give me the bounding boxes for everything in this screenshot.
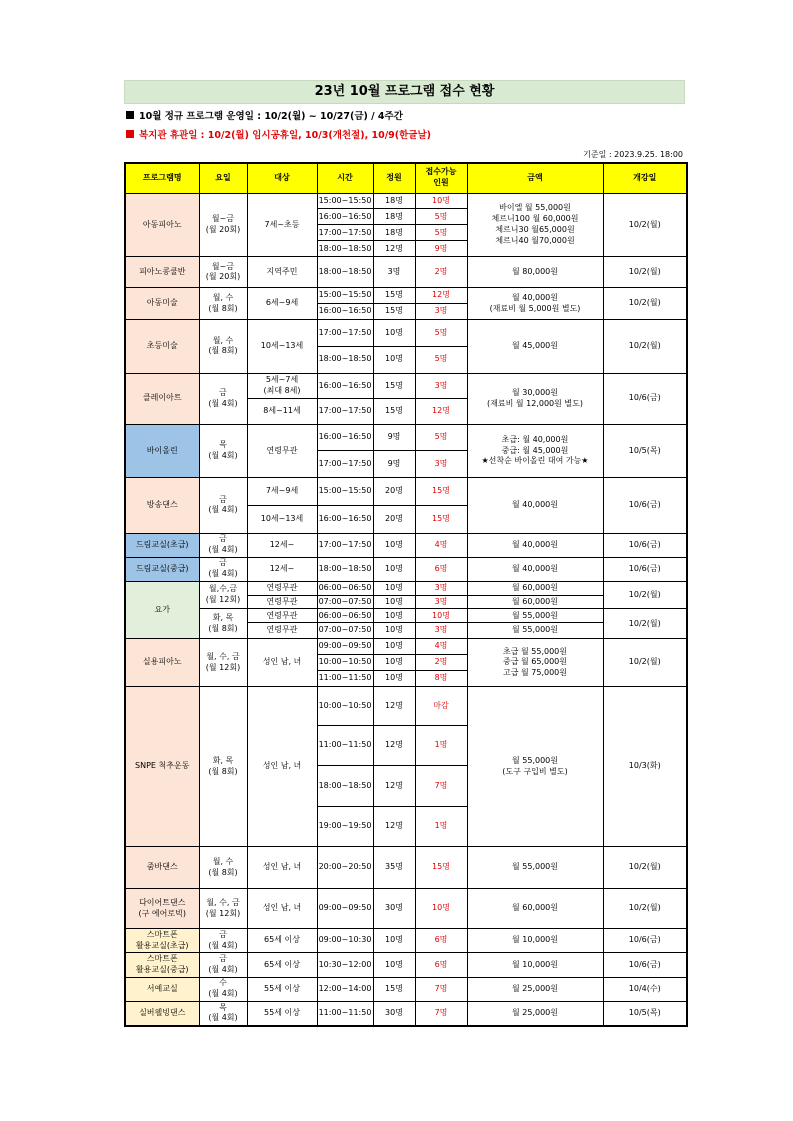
table-row <box>125 1001 687 1026</box>
program-capacity: 12명 <box>373 241 415 257</box>
program-target: 65세 이상 <box>247 929 317 953</box>
program-target: 5세~7세 (최대 8세) <box>247 373 317 399</box>
base-date: 기준일 : 2023.9.25. 18:00 <box>583 150 683 159</box>
program-name: 요가 <box>125 581 199 639</box>
program-price: 월 40,000원 (재료비 월 5,000원 별도) <box>467 288 603 320</box>
page-title: 23년 10월 프로그램 접수 현황 <box>124 80 685 104</box>
program-time: 16:00~16:50 <box>317 209 373 225</box>
program-name: 실버웰빙댄스 <box>125 1001 199 1026</box>
program-start-date: 10/2(월) <box>603 888 687 929</box>
program-name: 드림교실(중급) <box>125 557 199 581</box>
program-name: 줌바댄스 <box>125 847 199 889</box>
program-target: 연령무관 <box>247 595 317 609</box>
program-target: 연령무관 <box>247 623 317 639</box>
closure-note <box>126 127 431 141</box>
program-time: 17:00~17:50 <box>317 451 373 478</box>
program-time: 17:00~17:50 <box>317 320 373 347</box>
program-days: 금 (월 4회) <box>199 557 247 581</box>
program-time: 07:00~07:50 <box>317 623 373 639</box>
program-price: 바이엘 월 55,000원 체르니100 월 60,000원 체르니30 월65,000원 체르니40 월70,000원 <box>467 193 603 257</box>
program-capacity: 10명 <box>373 557 415 581</box>
program-available: 7명 <box>415 766 467 807</box>
program-time: 18:00~18:50 <box>317 557 373 581</box>
program-time: 06:00~06:50 <box>317 581 373 595</box>
col-days: 요일 <box>199 163 247 193</box>
program-time: 11:00~11:50 <box>317 725 373 766</box>
program-start-date: 10/6(금) <box>603 478 687 533</box>
program-price: 월 55,000원 <box>467 847 603 889</box>
program-capacity: 10명 <box>373 533 415 557</box>
program-capacity: 10명 <box>373 581 415 595</box>
program-capacity: 10명 <box>373 346 415 373</box>
program-days: 금 (월 4회) <box>199 533 247 557</box>
program-name: 스마트폰 활용교실(중급) <box>125 953 199 977</box>
program-capacity: 12명 <box>373 766 415 807</box>
program-target: 성인 남, 녀 <box>247 687 317 847</box>
program-start-date: 10/3(화) <box>603 687 687 847</box>
program-available: 6명 <box>415 557 467 581</box>
program-capacity: 15명 <box>373 977 415 1001</box>
program-days: 월, 수 (월 8회) <box>199 320 247 373</box>
program-available: 15명 <box>415 478 467 506</box>
program-time: 06:00~06:50 <box>317 609 373 623</box>
program-time: 11:00~11:50 <box>317 671 373 687</box>
program-target: 10세~13세 <box>247 505 317 533</box>
program-price: 월 55,000원 (도구 구입비 별도) <box>467 687 603 847</box>
program-available: 6명 <box>415 953 467 977</box>
program-available: 1명 <box>415 725 467 766</box>
operation-note <box>126 108 403 122</box>
program-days: 월, 수 (월 8회) <box>199 847 247 889</box>
program-available: 9명 <box>415 241 467 257</box>
table-row <box>125 888 687 929</box>
col-price: 금액 <box>467 163 603 193</box>
program-target: 10세~13세 <box>247 320 317 373</box>
program-days: 목 (월 4회) <box>199 1001 247 1026</box>
program-available: 12명 <box>415 399 467 425</box>
table-row <box>125 639 687 655</box>
program-start-date: 10/5(목) <box>603 424 687 477</box>
program-time: 19:00~19:50 <box>317 806 373 847</box>
program-price: 월 60,000원 <box>467 595 603 609</box>
program-capacity: 15명 <box>373 399 415 425</box>
program-start-date: 10/2(월) <box>603 320 687 373</box>
program-available: 5명 <box>415 424 467 451</box>
program-name: 스마트폰 활용교실(초급) <box>125 929 199 953</box>
program-price: 월 40,000원 <box>467 478 603 533</box>
program-start-date: 10/6(금) <box>603 373 687 424</box>
program-available: 12명 <box>415 288 467 304</box>
program-target: 12세~ <box>247 533 317 557</box>
program-capacity: 9명 <box>373 451 415 478</box>
program-capacity: 12명 <box>373 806 415 847</box>
program-time: 18:00~18:50 <box>317 257 373 288</box>
program-target: 7세~9세 <box>247 478 317 506</box>
program-capacity: 30명 <box>373 888 415 929</box>
program-price: 월 30,000원 (재료비 월 12,000원 별도) <box>467 373 603 424</box>
program-target: 8세~11세 <box>247 399 317 425</box>
program-price: 월 45,000원 <box>467 320 603 373</box>
col-target: 대상 <box>247 163 317 193</box>
operation-note-text: 10월 정규 프로그램 운영일 : 10/2(월) ~ 10/27(금) / 4주간 <box>139 111 403 122</box>
program-days: 월, 수, 금 (월 12회) <box>199 639 247 687</box>
program-capacity: 10명 <box>373 929 415 953</box>
program-days: 월,수,금 (월 12회) <box>199 581 247 609</box>
program-target: 연령무관 <box>247 424 317 477</box>
program-days: 화, 목 (월 8회) <box>199 687 247 847</box>
program-days: 목 (월 4회) <box>199 424 247 477</box>
program-available: 3명 <box>415 595 467 609</box>
program-time: 15:00~15:50 <box>317 288 373 304</box>
program-capacity: 35명 <box>373 847 415 889</box>
table-row <box>125 533 687 557</box>
program-available: 마감 <box>415 687 467 725</box>
program-target: 7세~초등 <box>247 193 317 257</box>
program-time: 17:00~17:50 <box>317 399 373 425</box>
col-time: 시간 <box>317 163 373 193</box>
program-name: 드림교실(초급) <box>125 533 199 557</box>
program-table <box>124 162 688 1027</box>
program-price: 초급 월 55,000원 중급 월 65,000원 고급 월 75,000원 <box>467 639 603 687</box>
program-available: 5명 <box>415 346 467 373</box>
program-target: 65세 이상 <box>247 953 317 977</box>
program-capacity: 15명 <box>373 373 415 399</box>
program-price: 월 55,000원 <box>467 609 603 623</box>
program-capacity: 10명 <box>373 671 415 687</box>
program-time: 09:00~09:50 <box>317 888 373 929</box>
program-capacity: 18명 <box>373 193 415 209</box>
program-days: 금 (월 4회) <box>199 953 247 977</box>
program-available: 1명 <box>415 806 467 847</box>
program-price: 월 60,000원 <box>467 581 603 595</box>
table-row <box>125 977 687 1001</box>
program-start-date: 10/2(월) <box>603 609 687 639</box>
program-available: 5명 <box>415 320 467 347</box>
table-row <box>125 288 687 304</box>
program-time: 07:00~07:50 <box>317 595 373 609</box>
program-time: 12:00~14:00 <box>317 977 373 1001</box>
col-available: 접수가능 인원 <box>415 163 467 193</box>
col-capacity: 정원 <box>373 163 415 193</box>
program-time: 16:00~16:50 <box>317 373 373 399</box>
program-time: 15:00~15:50 <box>317 478 373 506</box>
table-row <box>125 478 687 506</box>
program-target: 성인 남, 녀 <box>247 639 317 687</box>
program-target: 12세~ <box>247 557 317 581</box>
program-available: 5명 <box>415 225 467 241</box>
program-price: 월 10,000원 <box>467 929 603 953</box>
program-days: 수 (월 4회) <box>199 977 247 1001</box>
program-time: 16:00~16:50 <box>317 505 373 533</box>
program-time: 16:00~16:50 <box>317 424 373 451</box>
program-time: 20:00~20:50 <box>317 847 373 889</box>
program-price: 월 25,000원 <box>467 1001 603 1026</box>
program-name: 서예교실 <box>125 977 199 1001</box>
program-available: 10명 <box>415 193 467 209</box>
program-name: 아동피아노 <box>125 193 199 257</box>
program-capacity: 10명 <box>373 609 415 623</box>
program-start-date: 10/6(금) <box>603 929 687 953</box>
program-price: 월 25,000원 <box>467 977 603 1001</box>
program-available: 7명 <box>415 1001 467 1026</box>
program-start-date: 10/2(월) <box>603 257 687 288</box>
program-capacity: 12명 <box>373 725 415 766</box>
program-target: 지역주민 <box>247 257 317 288</box>
program-days: 월~금 (월 20회) <box>199 257 247 288</box>
program-days: 화, 목 (월 8회) <box>199 609 247 639</box>
program-available: 4명 <box>415 533 467 557</box>
program-capacity: 18명 <box>373 225 415 241</box>
program-price: 월 40,000원 <box>467 557 603 581</box>
table-row <box>125 581 687 595</box>
program-days: 금 (월 4회) <box>199 478 247 533</box>
program-capacity: 15명 <box>373 288 415 304</box>
program-start-date: 10/6(금) <box>603 557 687 581</box>
program-available: 2명 <box>415 257 467 288</box>
program-target: 연령무관 <box>247 581 317 595</box>
program-available: 7명 <box>415 977 467 1001</box>
program-start-date: 10/2(월) <box>603 193 687 257</box>
program-capacity: 30명 <box>373 1001 415 1026</box>
col-start-date: 개강일 <box>603 163 687 193</box>
program-name: 방송댄스 <box>125 478 199 533</box>
program-available: 4명 <box>415 639 467 655</box>
program-name: 초등미술 <box>125 320 199 373</box>
program-available: 10명 <box>415 888 467 929</box>
program-time: 18:00~18:50 <box>317 766 373 807</box>
program-available: 10명 <box>415 609 467 623</box>
program-days: 금 (월 4회) <box>199 929 247 953</box>
program-available: 3명 <box>415 581 467 595</box>
program-time: 15:00~15:50 <box>317 193 373 209</box>
program-time: 10:00~10:50 <box>317 655 373 671</box>
program-available: 3명 <box>415 451 467 478</box>
table-row <box>125 687 687 725</box>
program-price: 월 10,000원 <box>467 953 603 977</box>
program-start-date: 10/2(월) <box>603 639 687 687</box>
program-capacity: 10명 <box>373 953 415 977</box>
program-time: 10:00~10:50 <box>317 687 373 725</box>
program-capacity: 10명 <box>373 320 415 347</box>
table-row <box>125 424 687 451</box>
program-available: 15명 <box>415 505 467 533</box>
program-time: 09:00~09:50 <box>317 639 373 655</box>
program-time: 16:00~16:50 <box>317 304 373 320</box>
program-capacity: 18명 <box>373 209 415 225</box>
program-capacity: 20명 <box>373 478 415 506</box>
program-days: 월, 수 (월 8회) <box>199 288 247 320</box>
closure-note-text: 복지관 휴관일 : 10/2(월) 임시공휴일, 10/3(개천절), 10/9(한글날) <box>139 130 431 141</box>
program-capacity: 10명 <box>373 655 415 671</box>
table-row <box>125 609 687 623</box>
table-row <box>125 557 687 581</box>
program-days: 월~금 (월 20회) <box>199 193 247 257</box>
program-start-date: 10/4(수) <box>603 977 687 1001</box>
program-available: 3명 <box>415 623 467 639</box>
program-name: SNPE 척추운동 <box>125 687 199 847</box>
program-capacity: 10명 <box>373 639 415 655</box>
program-time: 11:00~11:50 <box>317 1001 373 1026</box>
program-target: 성인 남, 녀 <box>247 847 317 889</box>
program-target: 성인 남, 녀 <box>247 888 317 929</box>
program-target: 55세 이상 <box>247 1001 317 1026</box>
table-row <box>125 193 687 209</box>
program-capacity: 10명 <box>373 623 415 639</box>
program-start-date: 10/2(월) <box>603 581 687 609</box>
program-start-date: 10/5(목) <box>603 1001 687 1026</box>
program-available: 2명 <box>415 655 467 671</box>
program-name: 다이어트댄스 (구 에어로빅) <box>125 888 199 929</box>
bullet-square-icon <box>126 130 134 138</box>
program-available: 8명 <box>415 671 467 687</box>
program-days: 금 (월 4회) <box>199 373 247 424</box>
program-name: 클레이아트 <box>125 373 199 424</box>
program-name: 아동미술 <box>125 288 199 320</box>
program-available: 3명 <box>415 373 467 399</box>
program-available: 5명 <box>415 209 467 225</box>
program-price: 월 60,000원 <box>467 888 603 929</box>
table-row <box>125 373 687 399</box>
program-capacity: 15명 <box>373 304 415 320</box>
table-row <box>125 320 687 347</box>
bullet-square-icon <box>126 111 134 119</box>
program-target: 55세 이상 <box>247 977 317 1001</box>
program-price: 초급: 월 40,000원 중급: 월 45,000원 ★선착순 바이올린 대여 가능★ <box>467 424 603 477</box>
program-target: 6세~9세 <box>247 288 317 320</box>
table-header-row <box>125 163 687 193</box>
table-body <box>125 193 687 1026</box>
program-capacity: 9명 <box>373 424 415 451</box>
table-row <box>125 847 687 889</box>
program-time: 09:00~10:30 <box>317 929 373 953</box>
program-start-date: 10/6(금) <box>603 533 687 557</box>
program-available: 15명 <box>415 847 467 889</box>
program-available: 3명 <box>415 304 467 320</box>
col-program-name: 프로그램명 <box>125 163 199 193</box>
program-name: 실용피아노 <box>125 639 199 687</box>
program-price: 월 55,000원 <box>467 623 603 639</box>
program-price: 월 40,000원 <box>467 533 603 557</box>
program-days: 월, 수, 금 (월 12회) <box>199 888 247 929</box>
program-target: 연령무관 <box>247 609 317 623</box>
program-time: 18:00~18:50 <box>317 346 373 373</box>
program-time: 17:00~17:50 <box>317 225 373 241</box>
program-price: 월 80,000원 <box>467 257 603 288</box>
program-capacity: 10명 <box>373 595 415 609</box>
program-name: 바이올린 <box>125 424 199 477</box>
program-time: 17:00~17:50 <box>317 533 373 557</box>
program-time: 18:00~18:50 <box>317 241 373 257</box>
program-available: 6명 <box>415 929 467 953</box>
table-row <box>125 929 687 953</box>
table-row <box>125 257 687 288</box>
program-time: 10:30~12:00 <box>317 953 373 977</box>
program-start-date: 10/2(월) <box>603 288 687 320</box>
program-name: 피아노콩쿨반 <box>125 257 199 288</box>
program-capacity: 20명 <box>373 505 415 533</box>
program-start-date: 10/6(금) <box>603 953 687 977</box>
program-capacity: 12명 <box>373 687 415 725</box>
program-start-date: 10/2(월) <box>603 847 687 889</box>
program-capacity: 3명 <box>373 257 415 288</box>
table-row <box>125 953 687 977</box>
